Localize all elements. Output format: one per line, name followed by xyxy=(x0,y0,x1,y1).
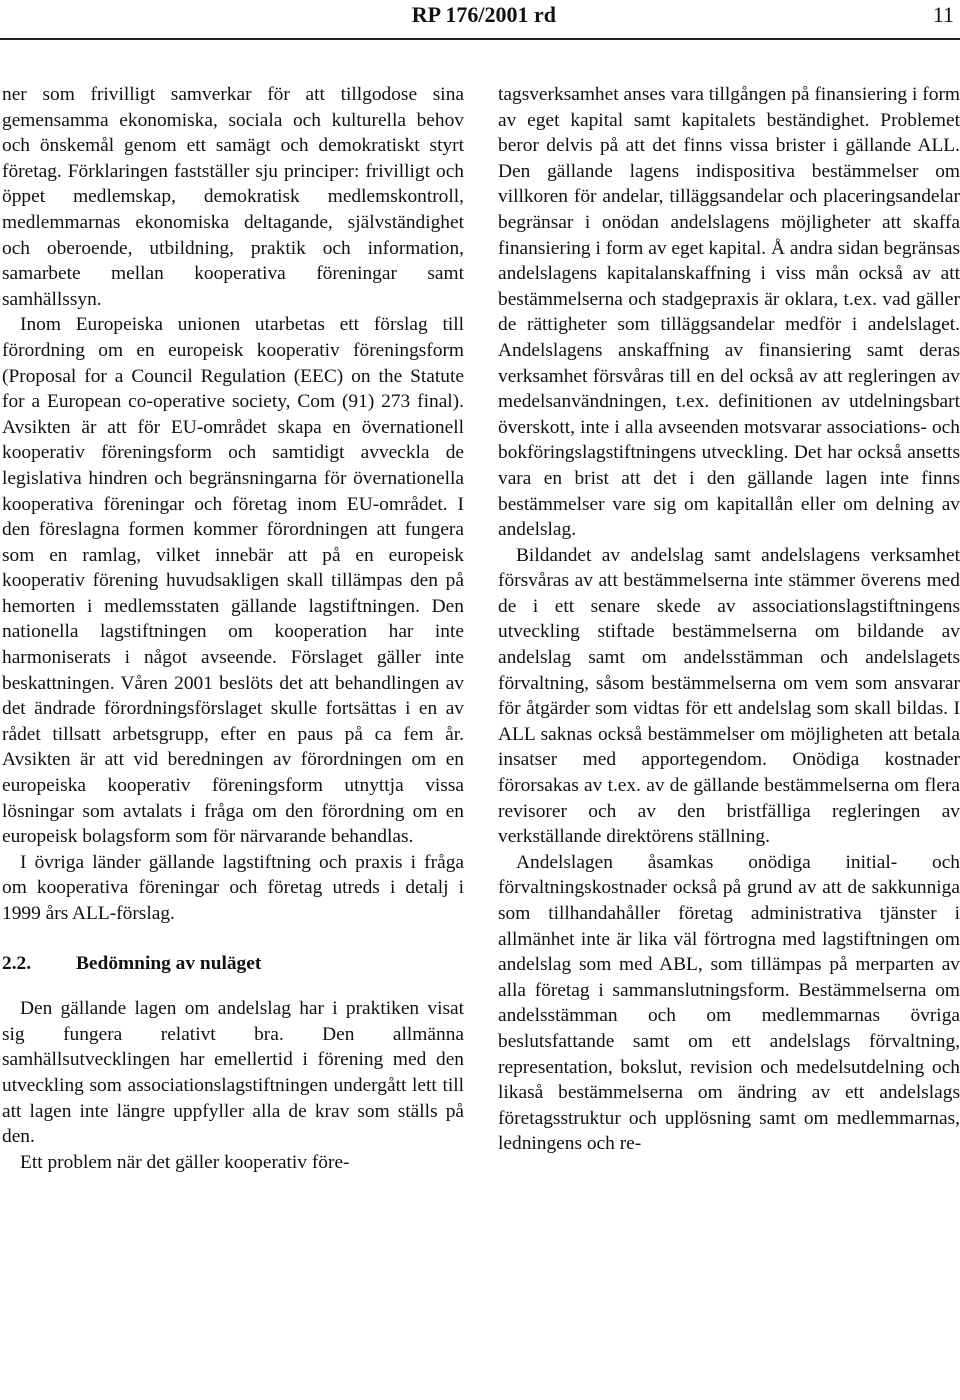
left-column xyxy=(2,82,464,1175)
document-id: RP 176/2001 rd xyxy=(411,2,556,27)
section-title: Bedömning av nuläget xyxy=(76,952,262,974)
page-header xyxy=(0,0,960,38)
paragraph: ner som frivilligt samverkar för att tillgodose sina gemensamma ekonomiska, sociala och kulturella behov och önskemål genom ett samägt och demokratiskt styrt företag. Förklaringen fastställer sju principer: frivilligt och öppet medlemskap, demokratisk medlemskontroll, medlemmarnas ekonomiska deltagande, självständighet och oberoende, utbildning, praktik och information, samarbete mellan kooperativa föreningar samt samhällssyn. xyxy=(2,84,464,310)
header-rule xyxy=(0,38,960,40)
paragraph: tagsverksamhet anses vara tillgången på finansiering i form av eget kapital samt kapitalets beständighet. Problemet beror delvis på att det finns vissa brister i gällande ALL. Den gällande lagens indispositiva bestämmelser om villkoren för andelar, tilläggsandelar och placeringsandelar begränsar i onödan andelslagens möjligheter att skaffa finansiering i form av eget kapital. Å andra sidan begränsas andelslagens kapitalanskaffning i viss mån också av att bestämmelserna och stadgepraxis är oklara, t.ex. vad gäller de rättigheter som tilläggsandelar medför i andelslaget. Andelslagens anskaffning av finansiering samt deras verksamhet försvåras till en del också av att regleringen av medelsanvändningen, t.ex. definitionen av utdelningsbart överskott, inte i alla avseenden motsvarar associations- och bokföringslagstiftningens utveckling. Det har också ansetts vara en brist att det i den gällande lagen inte finns bestämmelser vare sig om kapitallån eller om delning av andelslag. xyxy=(498,84,960,541)
paragraph: Den gällande lagen om andelslag har i praktiken visat sig fungera relativt bra. Den allmänna samhällsutvecklingen har emellertid i förening med den utveckling som associationslagstiftningen undergått lett till att lagen inte längre uppfyller alla de krav som ställs på den. xyxy=(2,998,464,1148)
paragraph: I övriga länder gällande lagstiftning och praxis i fråga om kooperativa föreningar och företag utreds i detalj i 1999 års ALL-förslag. xyxy=(2,851,464,924)
section-heading xyxy=(2,951,464,977)
paragraph: Bildandet av andelslag samt andelslagens verksamhet försvåras av att bestämmelserna inte stämmer överens med de i ett senare skede av associationslagstiftningens utveckling stiftade bestämmelserna om bildande av andelslag samt om andelsstämman och andelslagets förvaltning, såsom bestämmelserna om vem som ansvarar för åtgärder som vidtas för ett andelslag som skall bildas. I ALL saknas också bestämmelser om möjligheten att betala insatser med apportegendom. Onödiga kostnader förorsakas av t.ex. av de gällande bestämmelserna om flera revisorer och av den bristfälliga regleringen av verkställande direktörens ställning. xyxy=(498,544,960,848)
right-column xyxy=(498,82,960,1157)
paragraph: Inom Europeiska unionen utarbetas ett förslag till förordning om en europeisk kooperativ föreningsform (Proposal for a Council Regulation (EEC) on the Statute for a European co-operative society, Com (91) 273 final). Avsikten är att för EU-området skapa en övernationell kooperativ föreningsform och samtidigt avveckla de legislativa hindren och begränsningarna för övernationella kooperativa föreningar och företag inom EU-området. I den föreslagna formen kommer förordningen att fungera som en ramlag, vilket innebär att på en europeisk kooperativ förening huvudsakligen skall tillämpas den på hemorten i medlemsstaten gällande lagstiftningen. Den nationella lagstiftningen om kooperation har inte harmoniserats i något avseende. Förslaget gäller inte beskattningen. Våren 2001 beslöts det att behandlingen av det ändrade förordningsförslaget skulle fortsättas i en av rådet tillsatt arbetsgrupp, efter en paus på ca fem år. Avsikten är att vid beredningen av förordningen om en europeiska kooperativ föreningsform utnyttja vissa lösningar som avtalats i fråga om den förordning om en europeisk bolagsform som för närvarande behandlas. xyxy=(2,314,464,848)
paragraph: Ett problem när det gäller kooperativ före- xyxy=(20,1151,350,1173)
paragraph: Andelslagen åsamkas onödiga initial- och förvaltningskostnader också på grund av att de sakkunniga som tillhandahåller företag administrativa tjänster i allmänhet inte är lika väl förtrogna med lagstiftningen om andelslag som med ABL, som tillämpas på merparten av alla företag i sammanslutningsform. Bestämmelserna om andelsstämman och om medlemmarnas övriga beslutsfattande samt om ett andelslags förvaltning, representation, bokslut, revision och medelsutdelning och likaså bestämmelserna om ändring av ett andelslags företagsstruktur och upplösning samt om medlemmarnas, ledningens och re- xyxy=(498,851,960,1155)
section-number: 2.2. xyxy=(2,952,32,974)
page-number: 11 xyxy=(932,2,954,27)
